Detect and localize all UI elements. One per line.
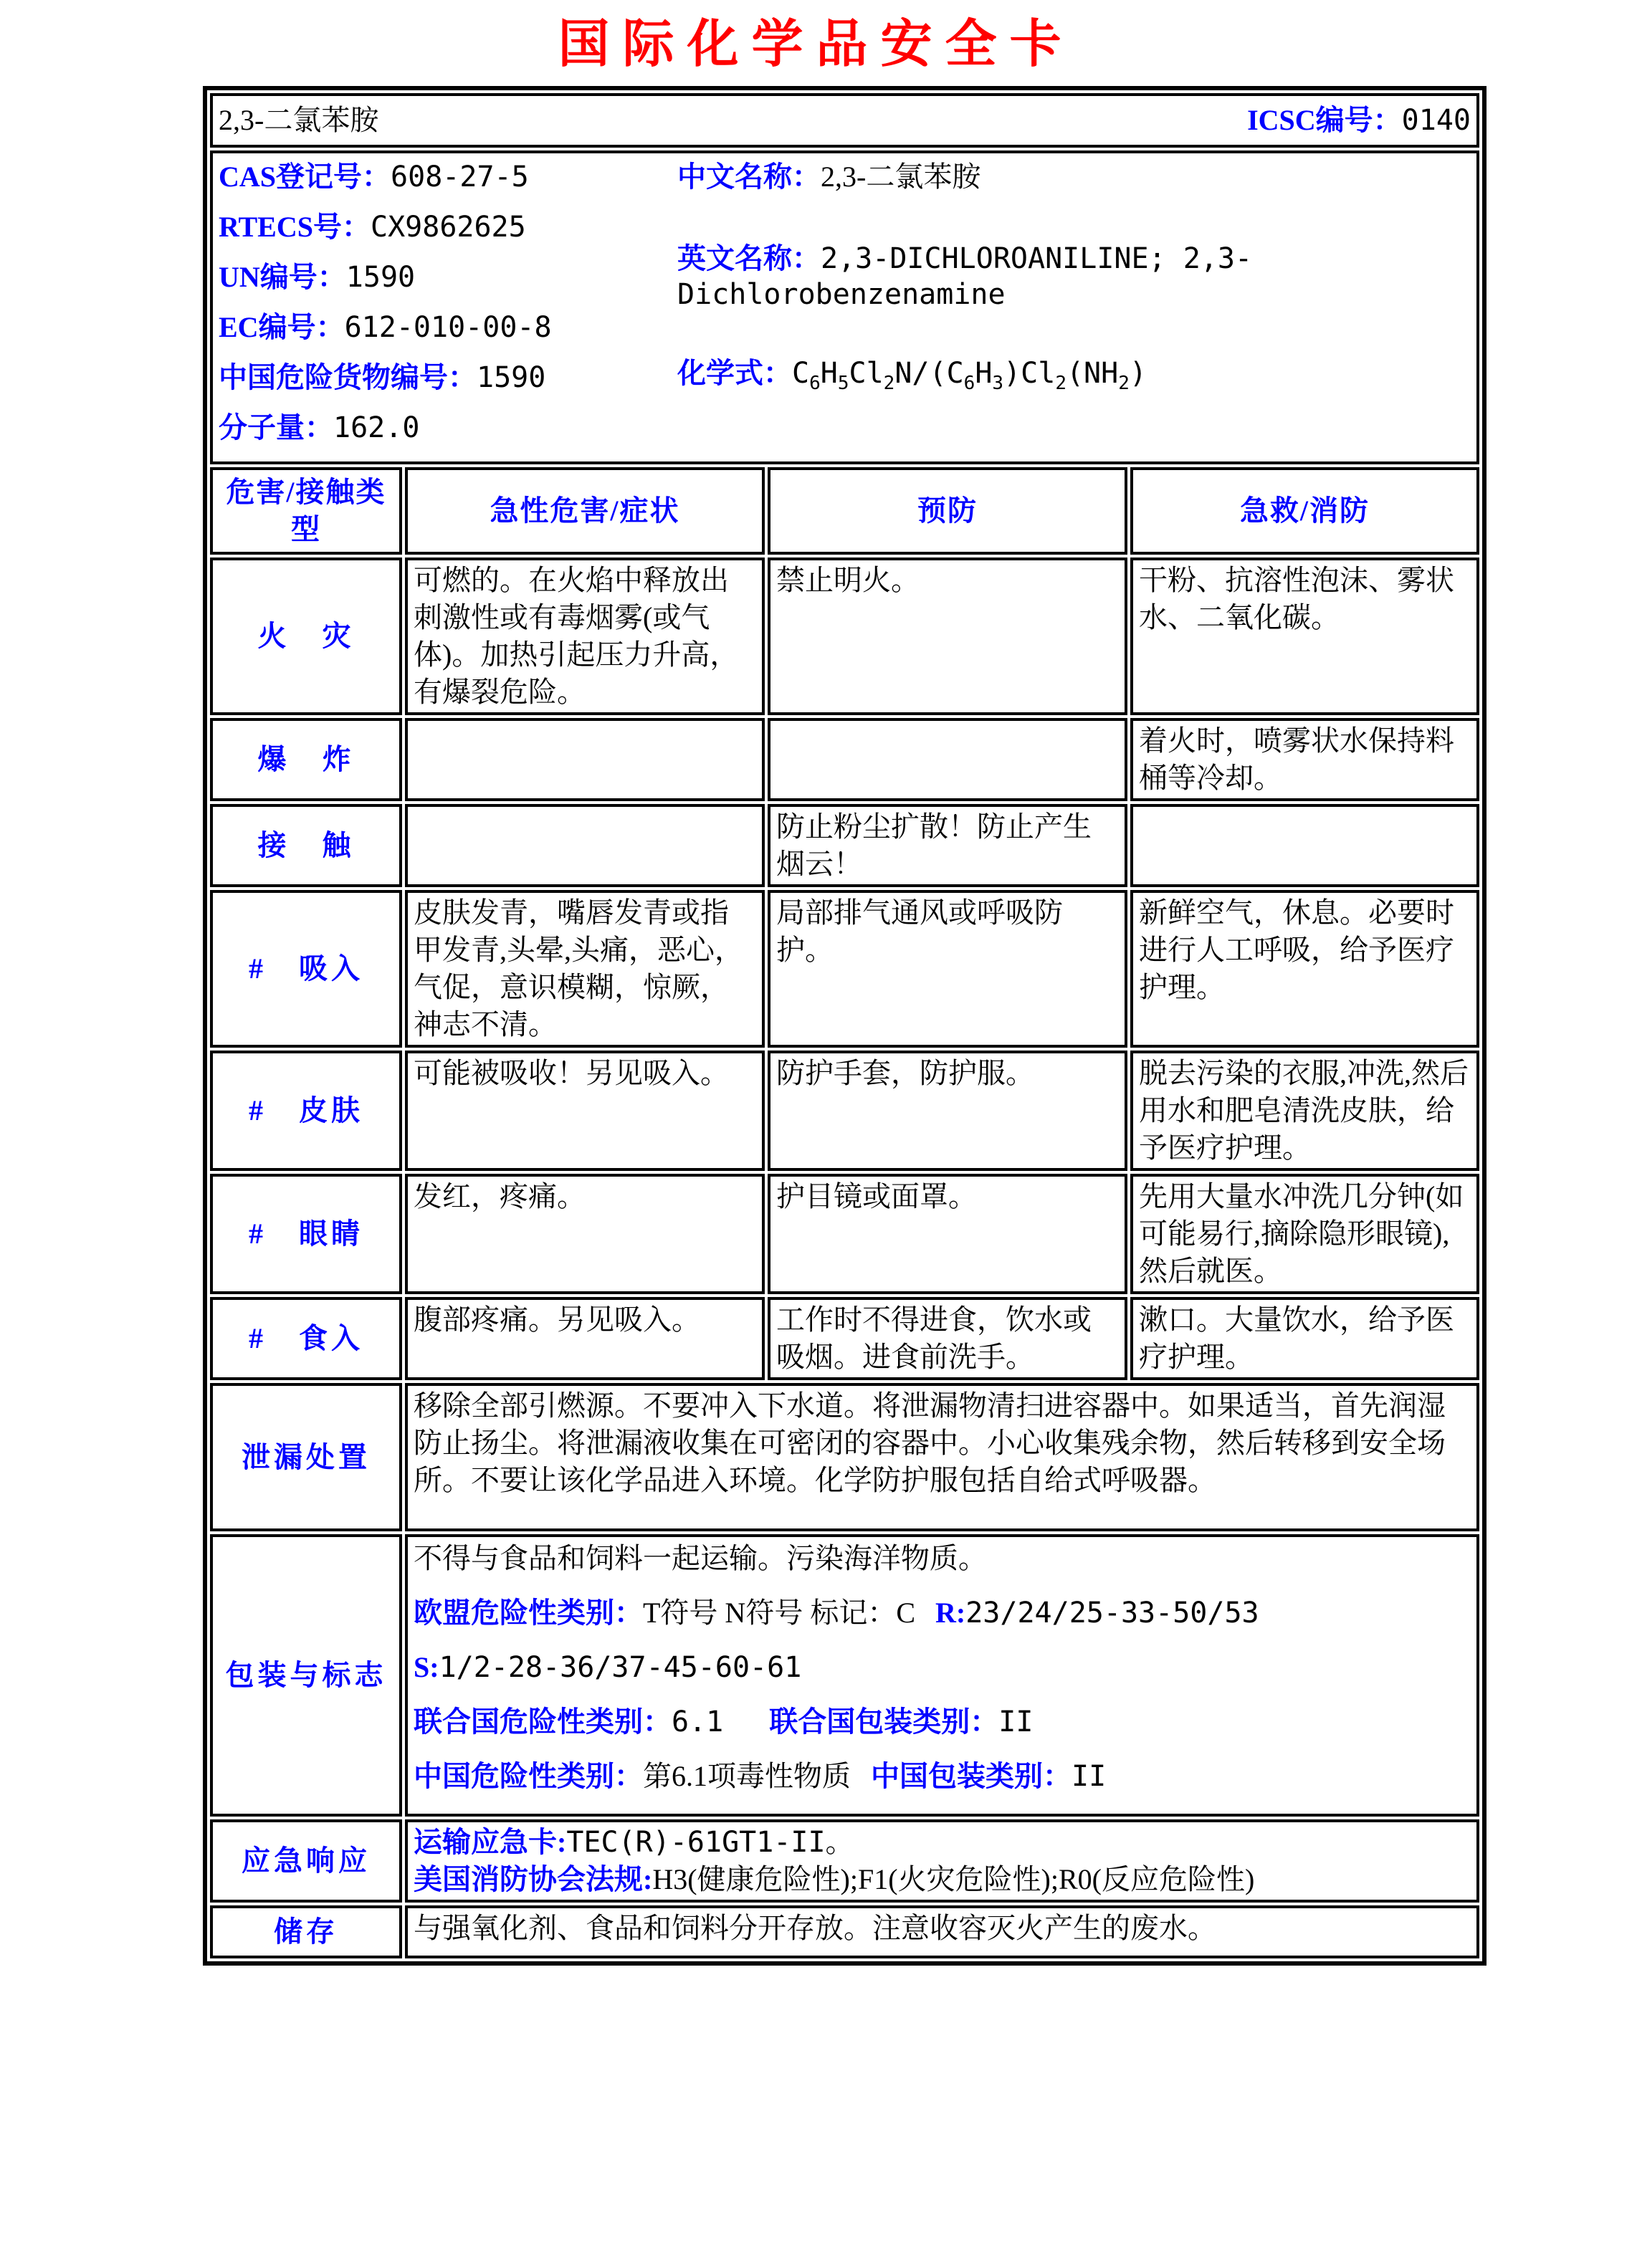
cn-pack-group-label: 中国包装类别： bbox=[871, 1760, 1072, 1792]
ingestion-symptoms-cell: 腹部疼痛。另见吸入。 bbox=[405, 1297, 765, 1380]
nfpa-line bbox=[414, 1861, 1471, 1898]
spill-text-cell: 移除全部引燃源。不要冲入下水道。将泄漏物清扫进容器中。如果适当，首先润湿防止扬尘。将泄漏液收集在可密闭的容器中。小心收集残余物，然后转移到安全场所。不要让该化学品进入环境。化学防护服包括自给式呼吸器。 bbox=[405, 1383, 1479, 1531]
nfpa-value: H3(健康危险性);F1(火灾危险性);R0(反应危险性) bbox=[652, 1863, 1255, 1895]
icsc-number-label: ICSC编号： bbox=[1247, 104, 1402, 136]
rtecs-number-label: RTECS号： bbox=[219, 211, 371, 243]
table-row-packaging bbox=[210, 1534, 1479, 1817]
chemical-names-block bbox=[677, 155, 1322, 460]
cas-number-label: CAS登记号： bbox=[219, 161, 391, 193]
tec-card-label: 运输应急卡: bbox=[414, 1826, 567, 1858]
china-dg-number-line bbox=[219, 360, 677, 396]
column-header-firstaid: 急救/消防 bbox=[1130, 467, 1479, 555]
cas-number-value: 608-27-5 bbox=[391, 161, 529, 193]
english-name-line bbox=[677, 241, 1322, 312]
packaging-eu-line bbox=[414, 1594, 1471, 1632]
table-row-skin bbox=[210, 1051, 1479, 1171]
table-row-emergency bbox=[210, 1819, 1479, 1903]
table-header-row bbox=[210, 467, 1479, 555]
un-pack-group-label: 联合国包装类别： bbox=[769, 1705, 999, 1738]
row-label-contact: 接 触 bbox=[210, 804, 402, 887]
chemical-formula: $C_6H_5Cl_2N/(C_6H_3)Cl_2(NH_2)$ bbox=[792, 357, 1147, 394]
chinese-name-label: 中文名称： bbox=[677, 161, 821, 193]
row-label-eyes: # 眼睛 bbox=[210, 1174, 402, 1294]
formula-line bbox=[677, 355, 1322, 401]
english-name-label: 英文名称： bbox=[677, 242, 821, 274]
cn-hazard-class-label: 中国危险性类别： bbox=[414, 1760, 643, 1792]
tec-card-line bbox=[414, 1824, 1471, 1861]
nfpa-label: 美国消防协会法规: bbox=[414, 1863, 653, 1895]
molecular-weight-line bbox=[219, 410, 677, 446]
row-label-inhalation: # 吸入 bbox=[210, 890, 402, 1048]
table-row-storage bbox=[210, 1905, 1479, 1958]
cn-hazard-class-value: 第6.1项毒性物质 bbox=[643, 1760, 851, 1792]
row-label-fire: 火 灾 bbox=[210, 558, 402, 715]
rtecs-number-value: CX9862625 bbox=[370, 211, 526, 244]
row-label-emergency: 应急响应 bbox=[210, 1819, 402, 1903]
identification-row bbox=[210, 150, 1479, 464]
eyes-symptoms-cell: 发红，疼痛。 bbox=[405, 1174, 765, 1294]
china-dg-number-label: 中国危险货物编号： bbox=[219, 361, 477, 393]
skin-firstaid-cell: 脱去污染的衣服,冲洗,然后用水和肥皂清洗皮肤，给予医疗护理。 bbox=[1130, 1051, 1479, 1171]
table-row-eyes bbox=[210, 1174, 1479, 1294]
inhalation-prevention-cell: 局部排气通风或呼吸防护。 bbox=[768, 890, 1127, 1048]
packaging-cell bbox=[405, 1534, 1479, 1817]
identification-cell bbox=[210, 150, 1479, 464]
table-row-ingestion bbox=[210, 1297, 1479, 1380]
packaging-transport-note: 不得与食品和饲料一起运输。污染海洋物质。 bbox=[414, 1542, 987, 1574]
cn-pack-group-value: II bbox=[1072, 1760, 1107, 1793]
table-row-spill bbox=[210, 1383, 1479, 1531]
row-label-skin: # 皮肤 bbox=[210, 1051, 402, 1171]
row-label-packaging: 包装与标志 bbox=[210, 1534, 402, 1817]
un-number-label: UN编号： bbox=[219, 261, 346, 293]
icsc-number bbox=[1247, 102, 1471, 139]
inhalation-symptoms-cell: 皮肤发青，嘴唇发青或指甲发青,头晕,头痛，恶心，气促，意识模糊，惊厥，神志不清。 bbox=[405, 890, 765, 1048]
row-label-explosion: 爆 炸 bbox=[210, 718, 402, 801]
r-phrases-label: R: bbox=[935, 1597, 966, 1629]
row-label-storage: 储存 bbox=[210, 1905, 402, 1958]
english-name-value: 2,3-DICHLOROANILINE; 2,3-Dichlorobenzenamine bbox=[677, 242, 1253, 311]
page-title: 国际化学品安全卡 bbox=[558, 16, 1074, 73]
s-phrases-label: S: bbox=[414, 1651, 439, 1683]
column-header-symptoms: 急性危害/症状 bbox=[405, 467, 765, 555]
contact-prevention-cell: 防止粉尘扩散！防止产生烟云！ bbox=[768, 804, 1127, 887]
packaging-un-line bbox=[414, 1703, 1471, 1741]
ingestion-firstaid-cell: 漱口。大量饮水，给予医疗护理。 bbox=[1130, 1297, 1479, 1380]
packaging-s-line bbox=[414, 1649, 1471, 1686]
registry-numbers-block bbox=[219, 155, 677, 460]
card-header-row bbox=[210, 93, 1479, 148]
icsc-number-value: 0140 bbox=[1401, 104, 1471, 137]
tec-card-value: TEC(R)-61GT1-II。 bbox=[566, 1826, 854, 1859]
table-row-inhalation bbox=[210, 890, 1479, 1048]
explosion-symptoms-cell bbox=[405, 718, 765, 801]
table-row-contact bbox=[210, 804, 1479, 887]
eyes-prevention-cell: 护目镜或面罩。 bbox=[768, 1174, 1127, 1294]
eu-hazard-label: 欧盟危险性类别： bbox=[414, 1597, 643, 1629]
r-phrases-value: 23/24/25-33-50/53 bbox=[965, 1597, 1259, 1630]
chemical-name-heading: 2,3-二氯苯胺 bbox=[219, 104, 379, 136]
un-number-line bbox=[219, 259, 677, 295]
contact-symptoms-cell bbox=[405, 804, 765, 887]
skin-prevention-cell: 防护手套，防护服。 bbox=[768, 1051, 1127, 1171]
table-row-explosion bbox=[210, 718, 1479, 801]
card-header-cell bbox=[210, 93, 1479, 148]
storage-text-cell: 与强氧化剂、食品和饲料分开存放。注意收容灭火产生的废水。 bbox=[405, 1905, 1479, 1958]
column-header-hazard-type: 危害/接触类型 bbox=[210, 467, 402, 555]
fire-firstaid-cell: 干粉、抗溶性泡沫、雾状水、二氧化碳。 bbox=[1130, 558, 1479, 715]
ec-number-line bbox=[219, 310, 677, 345]
row-label-ingestion: # 食入 bbox=[210, 1297, 402, 1380]
explosion-firstaid-cell: 着火时，喷雾状水保持料桶等冷却。 bbox=[1130, 718, 1479, 801]
s-phrases-value: 1/2-28-36/37-45-60-61 bbox=[439, 1651, 802, 1684]
un-hazard-class-label: 联合国危险性类别： bbox=[414, 1705, 672, 1738]
packaging-cn-line bbox=[414, 1758, 1471, 1795]
un-number-value: 1590 bbox=[345, 261, 416, 294]
row-label-spill: 泄漏处置 bbox=[210, 1383, 402, 1531]
chinese-name-line bbox=[677, 159, 1322, 195]
ec-number-label: EC编号： bbox=[219, 311, 345, 343]
column-header-prevention: 预防 bbox=[768, 467, 1127, 555]
chinese-name-value: 2,3-二氯苯胺 bbox=[821, 161, 981, 193]
molecular-weight-value: 162.0 bbox=[333, 411, 420, 444]
skin-symptoms-cell: 可能被吸收！另见吸入。 bbox=[405, 1051, 765, 1171]
eu-hazard-value: T符号 N符号 标记：C bbox=[643, 1597, 915, 1629]
emergency-cell bbox=[405, 1819, 1479, 1903]
fire-symptoms-cell: 可燃的。在火焰中释放出刺激性或有毒烟雾(或气体)。加热引起压力升高，有爆裂危险。 bbox=[405, 558, 765, 715]
safety-card-table bbox=[203, 86, 1487, 1966]
contact-firstaid-cell bbox=[1130, 804, 1479, 887]
fire-prevention-cell: 禁止明火。 bbox=[768, 558, 1127, 715]
cas-number-line bbox=[219, 159, 677, 195]
molecular-weight-label: 分子量： bbox=[219, 411, 333, 444]
un-hazard-class-value: 6.1 bbox=[672, 1705, 724, 1738]
formula-label: 化学式： bbox=[677, 357, 792, 389]
ingestion-prevention-cell: 工作时不得进食，饮水或吸烟。进食前洗手。 bbox=[768, 1297, 1127, 1380]
rtecs-number-line bbox=[219, 209, 677, 245]
eyes-firstaid-cell: 先用大量水冲洗几分钟(如可能易行,摘除隐形眼镜),然后就医。 bbox=[1130, 1174, 1479, 1294]
explosion-prevention-cell bbox=[768, 718, 1127, 801]
table-row-fire bbox=[210, 558, 1479, 715]
un-pack-group-value: II bbox=[998, 1705, 1034, 1738]
inhalation-firstaid-cell: 新鲜空气，休息。必要时进行人工呼吸，给予医疗护理。 bbox=[1130, 890, 1479, 1048]
ec-number-value: 612-010-00-8 bbox=[344, 311, 552, 344]
china-dg-number-value: 1590 bbox=[477, 361, 546, 394]
